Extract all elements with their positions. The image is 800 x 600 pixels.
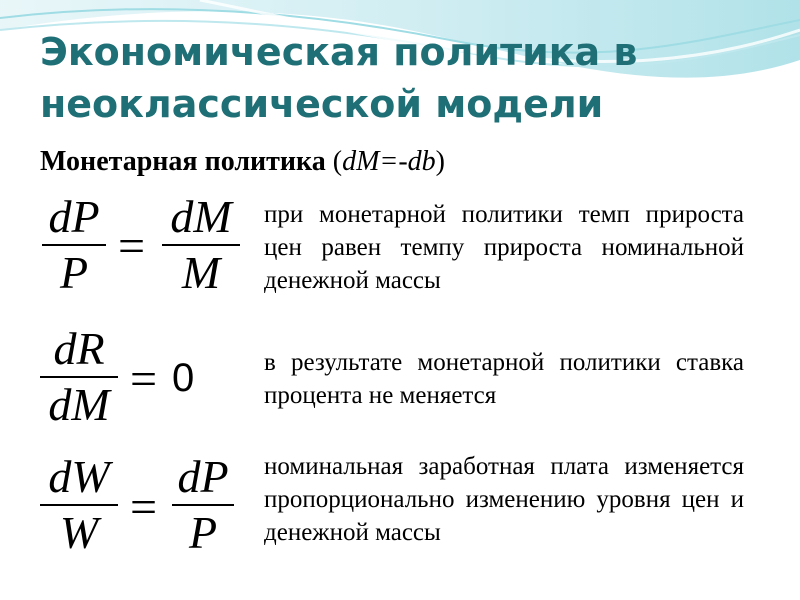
fraction-numerator: dW — [48, 451, 110, 502]
equation-3-description: номинальная заработная плата изменяется пропорционально изменению уровня цен и денежной массы — [264, 453, 744, 546]
fraction-bar — [40, 504, 118, 506]
equation-3-rhs-fraction — [172, 452, 234, 558]
subtitle-paren-close: ) — [435, 146, 445, 177]
equation-2-equals-sign: = — [130, 353, 158, 406]
fraction-denominator: dM — [48, 379, 110, 430]
equation-1-equals-sign: = — [118, 220, 146, 273]
fraction-bar — [40, 376, 118, 378]
equation-2-rhs-zero: 0 — [172, 356, 195, 400]
slide-title: Экономическая политика в неоклассической модели — [40, 30, 638, 126]
fraction-bar — [172, 504, 234, 506]
fraction-numerator: dP — [48, 191, 100, 242]
equation-3-lhs-fraction — [40, 452, 118, 558]
equation-1-description: при монетарной политики темп прироста цен равен темпу прироста номинальной денежной массы — [264, 201, 744, 294]
fraction-bar — [42, 244, 106, 246]
equation-2-lhs-fraction — [40, 324, 118, 430]
section-subtitle — [40, 146, 445, 178]
fraction-numerator: dR — [53, 323, 105, 374]
subtitle-bold: Монетарная политика — [40, 146, 326, 177]
fraction-bar — [162, 244, 240, 246]
equation-1-rhs-fraction — [162, 192, 240, 298]
fraction-denominator: P — [59, 247, 89, 298]
subtitle-paren-open: ( — [325, 146, 343, 177]
equation-3-equals-sign: = — [130, 481, 158, 534]
fraction-numerator: dM — [170, 191, 232, 242]
fraction-denominator: M — [181, 247, 221, 298]
fraction-denominator: P — [188, 507, 218, 558]
equation-1-lhs-fraction — [42, 192, 106, 298]
equation-2-description: в результате монетарной политики ставка процента не меняется — [264, 349, 744, 409]
subtitle-formula: dM=-db — [342, 146, 436, 177]
fraction-denominator: W — [59, 507, 99, 558]
fraction-numerator: dP — [177, 451, 229, 502]
